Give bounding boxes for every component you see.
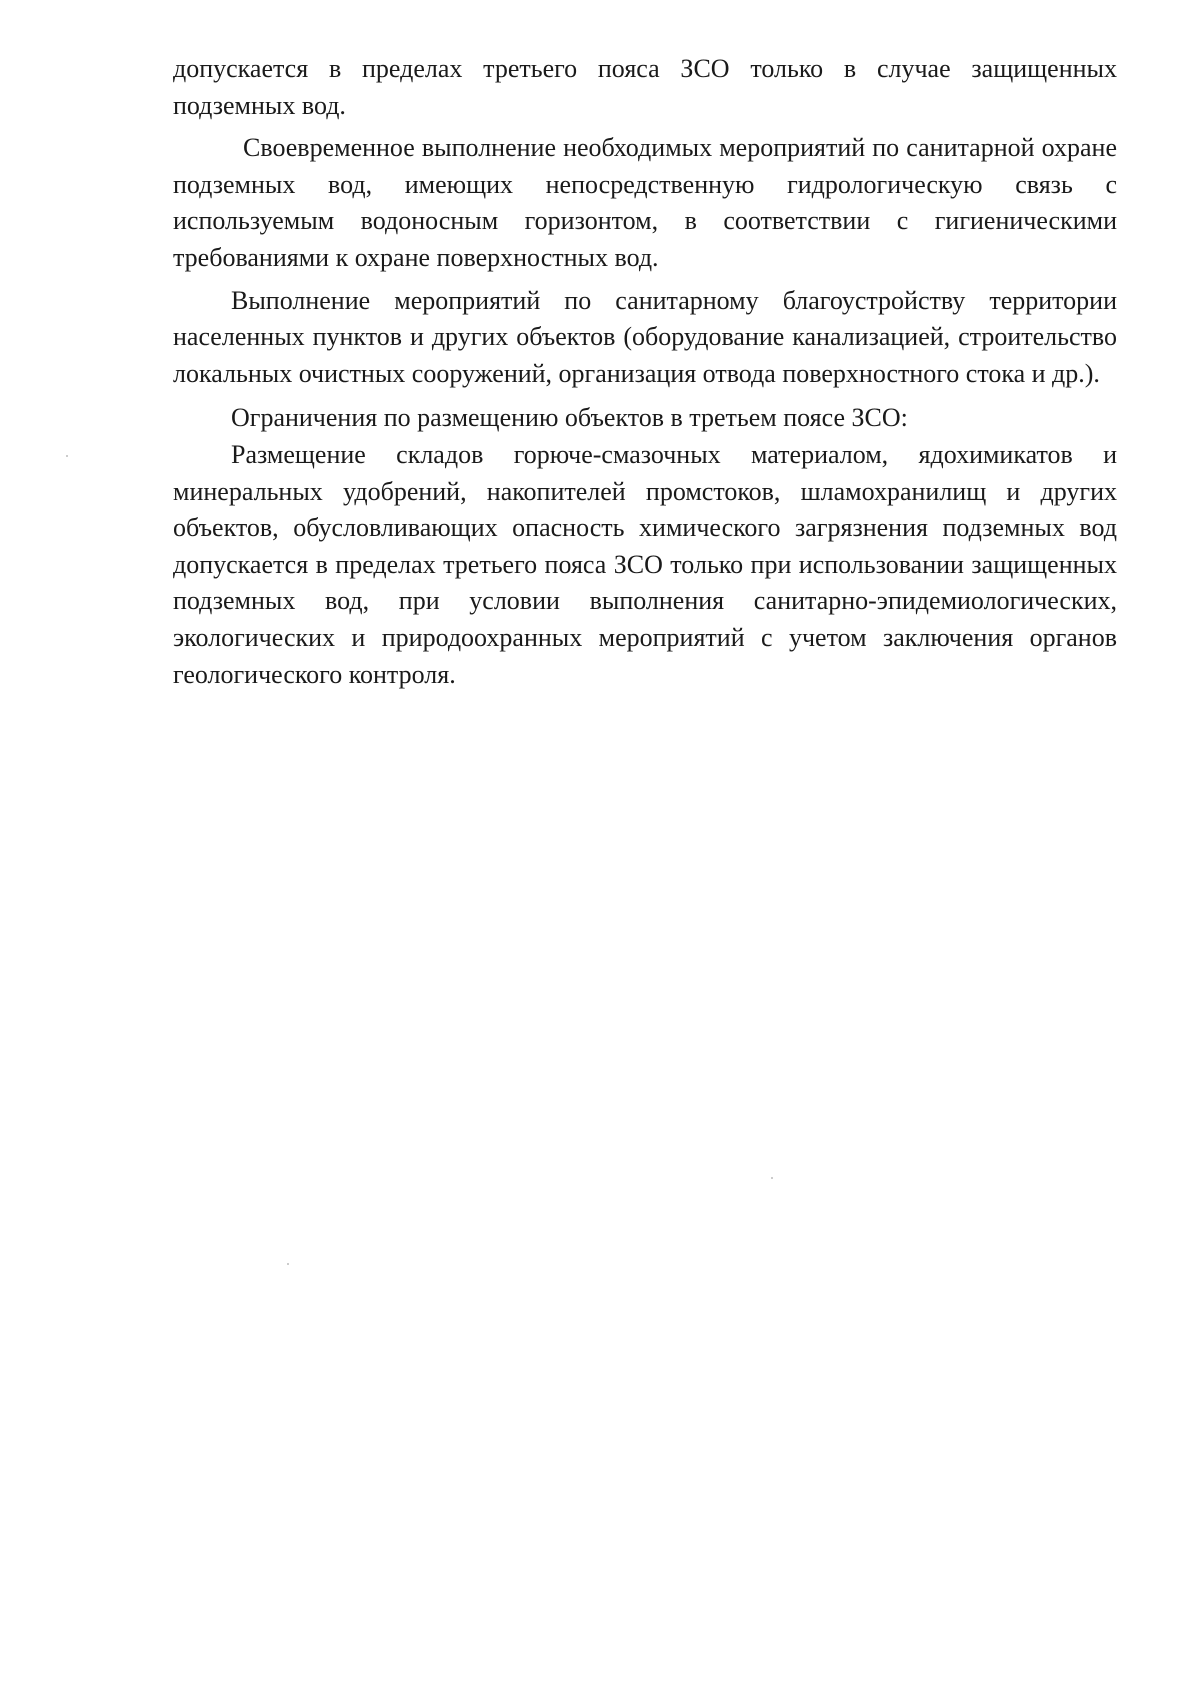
scan-speck <box>287 1263 289 1265</box>
paragraph-placement-rules: Размещение складов горюче-смазочных материалом, ядохимикатов и минеральных удобрений, накопителей промстоков, шламохранилищ и других объектов, обусловливающих опасность химического загрязнения подземных вод допускается в пределах третьего пояса ЗСО только при использовании защищенных подземных вод, при условии выполнения санитарно-эпидемиологических, экологических и природоохранных мероприятий с учетом заключения органов геологического контроля. <box>173 439 1117 689</box>
paragraph-sanitary-improvement: Выполнение мероприятий по санитарному благоустройству территории населенных пунктов и других объектов (оборудование канализацией, строительство локальных очистных сооружений, организация отвода поверхностного стока и др.). <box>173 285 1117 388</box>
paragraph-timely-measures: Своевременное выполнение необходимых мероприятий по санитарной охране подземных вод, имеющих непосредственную гидрологическую связь с используемым водоносным горизонтом, в соответствии с гигиеническими требованиями к охране поверхностных вод. <box>173 133 1117 272</box>
paragraph-restrictions-heading: Ограничения по размещению объектов в третьем поясе ЗСО: <box>231 403 908 433</box>
paragraph-continuation: допускается в пределах третьего пояса ЗСО только в случае защищенных подземных вод. <box>173 54 1117 120</box>
scan-speck <box>66 455 68 457</box>
document-body <box>173 51 1117 693</box>
scan-speck <box>771 1177 773 1179</box>
